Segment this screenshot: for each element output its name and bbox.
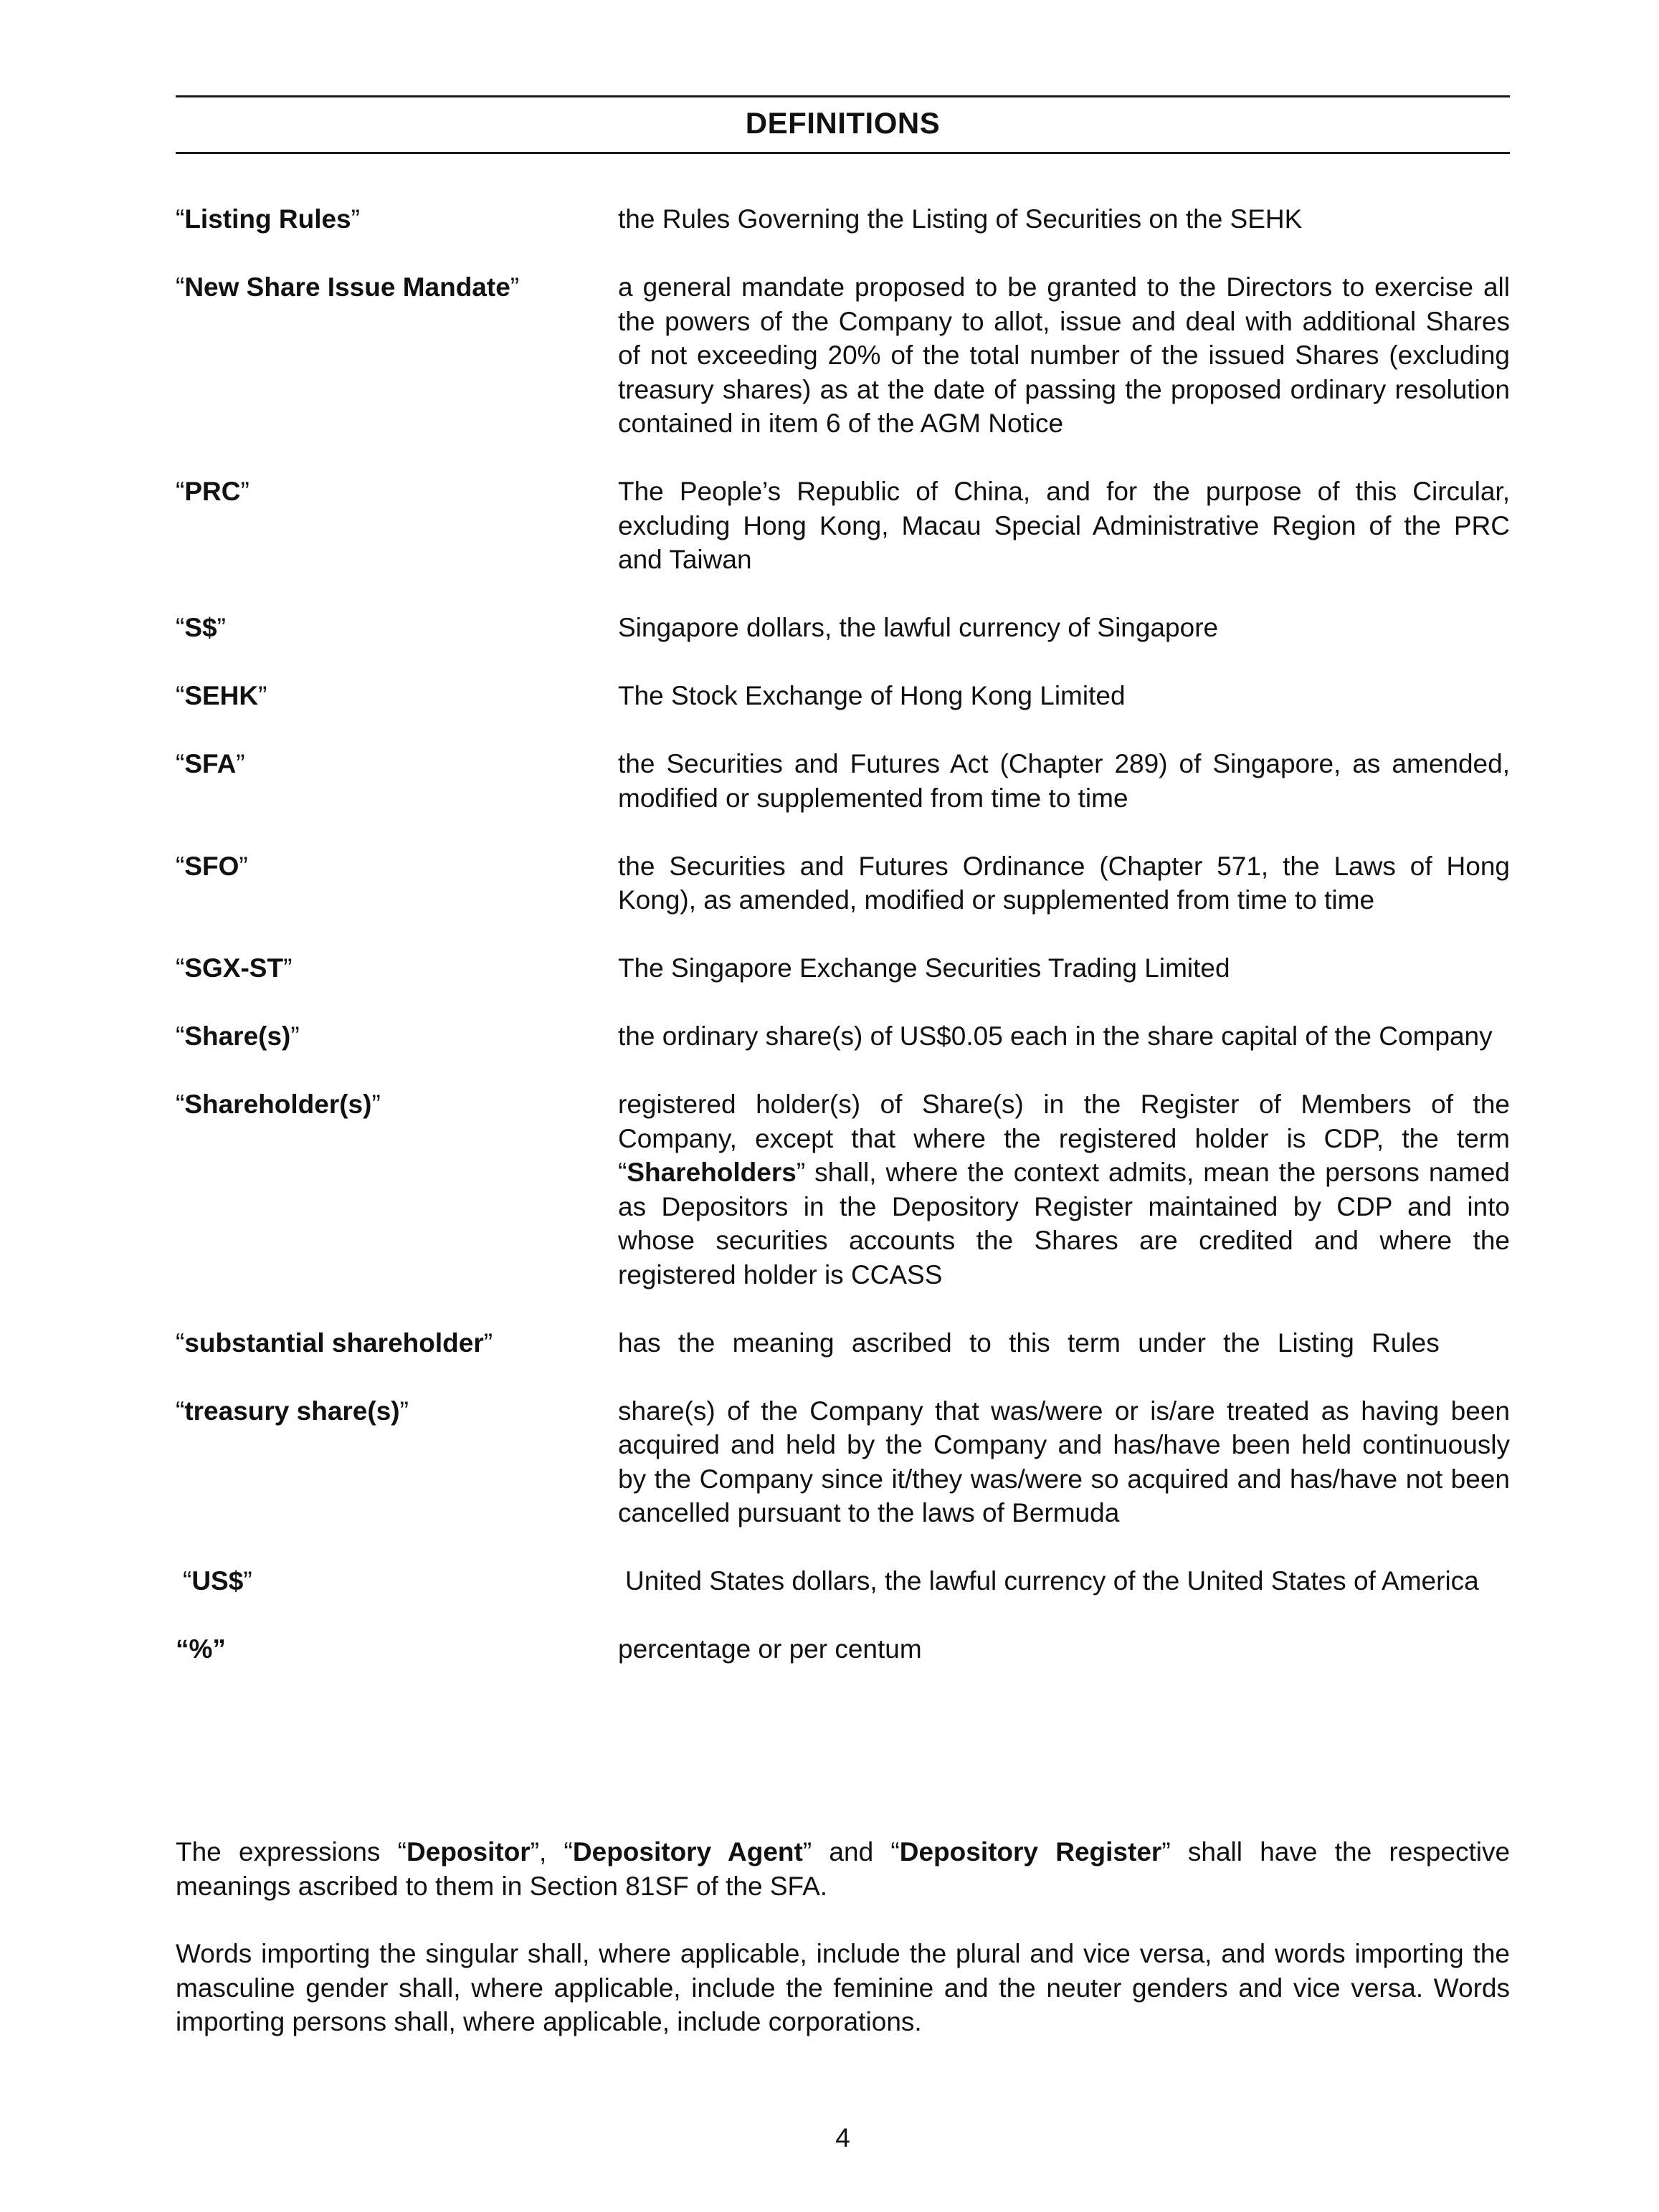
- definition-term: “Share(s)”: [176, 1021, 300, 1051]
- interpretation-paragraph: Words importing the singular shall, where applicable, include the plural and vice versa, and words importing the masculine gender shall, where applicable, include the feminine and the neuter genders and vice versa. Words importing persons shall, where applicable, include corporations.: [176, 1939, 1510, 2036]
- definition-row: [176, 270, 1510, 441]
- definition-term: “SEHK”: [176, 681, 267, 710]
- definition-term: “SFO”: [176, 851, 248, 881]
- definition-row: [176, 475, 1510, 577]
- definition-term: “US$”: [183, 1566, 252, 1596]
- definitions-list: [176, 202, 1510, 1667]
- definition-row: [176, 611, 1510, 645]
- definition-term: “%”: [176, 1634, 226, 1664]
- definition-text: The Stock Exchange of Hong Kong Limited: [618, 681, 1126, 710]
- definition-row: [176, 679, 1510, 713]
- definition-term: “New Share Issue Mandate”: [176, 272, 520, 302]
- definition-term: “Shareholder(s)”: [176, 1090, 381, 1119]
- definition-term: “S$”: [176, 613, 226, 642]
- definition-term: “SGX-ST”: [176, 953, 293, 983]
- definition-text: the Rules Governing the Listing of Securities on the SEHK: [618, 204, 1303, 234]
- definition-row: [176, 1326, 1510, 1360]
- definition-term: “treasury share(s)”: [176, 1396, 409, 1426]
- definition-text: share(s) of the Company that was/were or is/are treated as having been acquired and held by the Company and has/have been held continuously by the Company since it/they was/were so acquired and has/have not been cancelled pursuant to the laws of Bermuda: [618, 1396, 1510, 1527]
- definition-term: “SFA”: [176, 749, 245, 778]
- expressions-paragraph: The expressions “Depositor”, “Depository Agent” and “Depository Register” shall have the respective meanings ascribed to them in Section 81SF of the SFA.: [176, 1837, 1511, 1901]
- header-rule-bottom: [176, 152, 1510, 154]
- definition-term: “Listing Rules”: [176, 204, 360, 234]
- definition-row: [176, 1632, 1510, 1667]
- definition-row: [176, 1394, 1510, 1530]
- definition-row: [176, 1087, 1510, 1292]
- definition-text: registered holder(s) of Share(s) in the Register of Members of the Company, except that where the registered holder is CDP, the term “Shareholders” shall, where the context admits, mean the persons named as Depositors in the Depository Register maintained by CDP and into whose securities accounts the Shares are credited and where the registered holder is CCASS: [618, 1090, 1510, 1289]
- definition-text: a general mandate proposed to be granted to the Directors to exercise all the powers of the Company to allot, issue and deal with additional Shares of not exceeding 20% of the total number of the issued Shares (excluding treasury shares) as at the date of passing the proposed ordinary resolution contained in item 6 of the AGM Notice: [618, 272, 1510, 438]
- definition-term: “substantial shareholder”: [176, 1327, 493, 1358]
- definition-text: the Securities and Futures Act (Chapter 289) of Singapore, as amended, modified or supplemented from time to time: [618, 749, 1510, 813]
- definition-text: Singapore dollars, the lawful currency of Singapore: [618, 613, 1219, 642]
- definition-term: “PRC”: [176, 477, 249, 506]
- definition-text: the ordinary share(s) of US$0.05 each in the share capital of the Company: [618, 1021, 1493, 1051]
- header-rule-top: [176, 95, 1510, 97]
- page-title: DEFINITIONS: [745, 106, 941, 140]
- definition-row: [176, 951, 1510, 986]
- definition-row: [176, 1564, 1510, 1598]
- definition-row: [176, 1019, 1510, 1054]
- definition-text: has the meaning ascribed to this term under the Listing Rules: [618, 1327, 1440, 1358]
- definition-text: percentage or per centum: [618, 1634, 922, 1664]
- definition-row: [176, 747, 1510, 815]
- definition-text: The Singapore Exchange Securities Trading Limited: [618, 953, 1230, 983]
- page-number: 4: [835, 2123, 850, 2153]
- definition-row: [176, 202, 1510, 237]
- definition-text: The People’s Republic of China, and for the purpose of this Circular, excluding Hong Kong, Macau Special Administrative Region of the PRC and Taiwan: [618, 477, 1510, 574]
- definition-row: [176, 849, 1510, 917]
- definition-text: the Securities and Futures Ordinance (Chapter 571, the Laws of Hong Kong), as amended, modified or supplemented from time to time: [618, 851, 1510, 915]
- definition-text: United States dollars, the lawful currency of the United States of America: [625, 1566, 1479, 1596]
